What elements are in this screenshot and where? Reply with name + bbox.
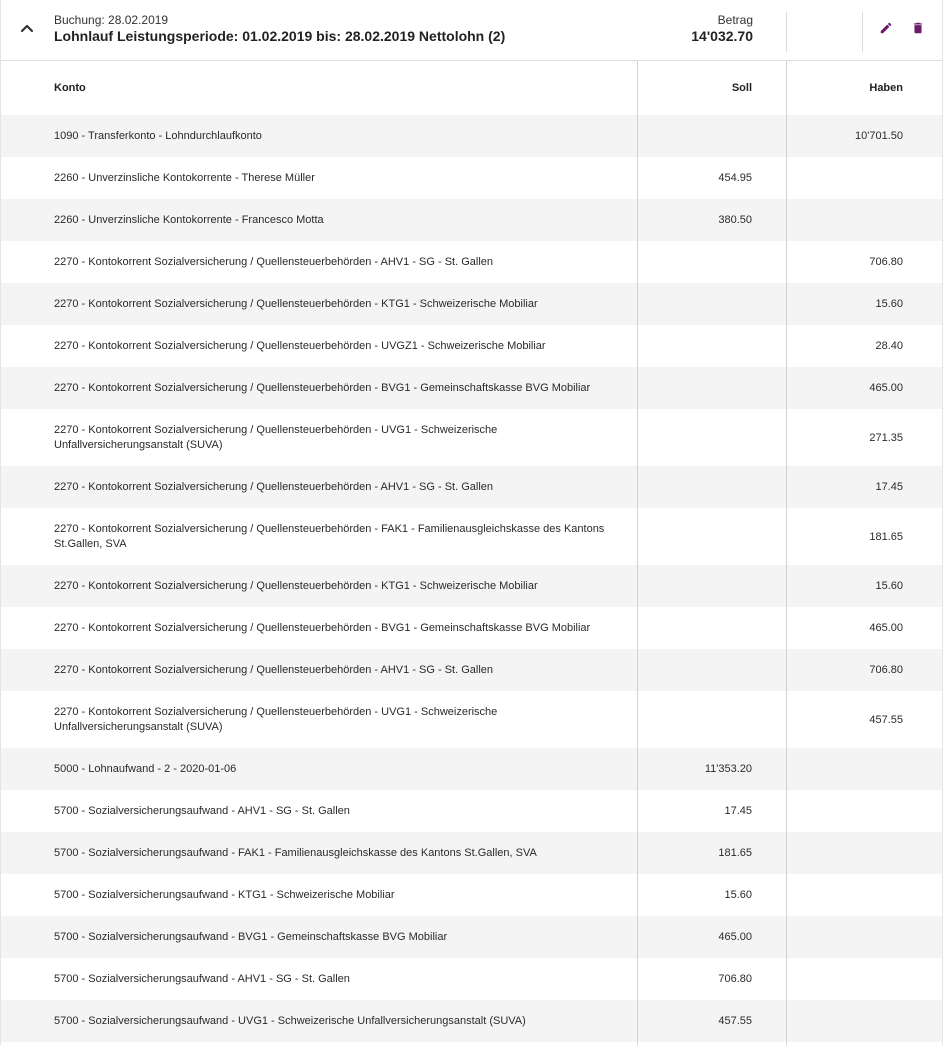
table-row	[1, 115, 943, 157]
chevron-up-icon	[20, 23, 34, 33]
cell-soll: 457.55	[718, 1015, 752, 1027]
cell-konto: 2270 - Kontokorrent Sozialversicherung / Quellensteuerbehörden - BVG1 - Gemeinschaftskasse BVG Mobiliar	[54, 621, 591, 634]
cell-haben: 271.35	[869, 431, 903, 444]
table-row	[1, 790, 943, 832]
cell-konto: 5700 - Sozialversicherungsaufwand - FAK1 - Familienausgleichskasse des Kantons St.Gallen, SVA	[54, 846, 537, 859]
entries-table	[1, 61, 943, 1042]
edit-button[interactable]	[876, 18, 896, 38]
cell-konto: 5700 - Sozialversicherungsaufwand - UVG1 - Schweizerische Unfallversicherungsanstalt (SUVA)	[54, 1014, 526, 1027]
cell-soll: 454.95	[718, 172, 752, 184]
cell-konto: 2270 - Kontokorrent Sozialversicherung / Quellensteuerbehörden - UVG1 - Schweizerische Unfallversicherungsanstalt (SUVA)	[54, 705, 498, 733]
table-row	[1, 649, 943, 691]
table-row	[1, 958, 943, 1000]
cell-soll: 706.80	[718, 973, 752, 985]
column-divider-haben	[786, 61, 787, 1045]
cell-haben: 15.60	[875, 298, 903, 310]
cell-haben: 706.80	[869, 256, 903, 268]
cell-konto: 5700 - Sozialversicherungsaufwand - KTG1 - Schweizerische Mobiliar	[54, 888, 395, 901]
table-row	[1, 748, 943, 790]
cell-soll: 15.60	[724, 889, 752, 901]
header-divider	[786, 12, 787, 52]
cell-konto: 5700 - Sozialversicherungsaufwand - AHV1 - SG - St. Gallen	[54, 804, 350, 817]
cell-konto: 2270 - Kontokorrent Sozialversicherung / Quellensteuerbehörden - UVG1 - Schweizerische Unfallversicherungsanstalt (SUVA)	[54, 423, 498, 451]
cell-soll: 17.45	[724, 805, 752, 817]
table-row	[1, 508, 943, 565]
cell-soll: 465.00	[718, 931, 752, 943]
cell-soll: 380.50	[718, 214, 752, 226]
cell-konto: 5700 - Sozialversicherungsaufwand - AHV1 - SG - St. Gallen	[54, 972, 350, 985]
booking-header	[1, 0, 943, 61]
table-row	[1, 283, 943, 325]
table-row	[1, 367, 943, 409]
table-row	[1, 466, 943, 508]
cell-konto: 2270 - Kontokorrent Sozialversicherung / Quellensteuerbehörden - KTG1 - Schweizerische Mobiliar	[54, 297, 538, 310]
delete-button[interactable]	[908, 18, 928, 38]
cell-konto: 2270 - Kontokorrent Sozialversicherung / Quellensteuerbehörden - AHV1 - SG - St. Gallen	[54, 255, 494, 268]
cell-haben: 465.00	[869, 622, 903, 634]
table-body	[1, 115, 943, 1042]
cell-soll: 181.65	[718, 847, 752, 859]
column-header-soll: Soll	[731, 82, 752, 94]
pencil-icon	[879, 21, 893, 35]
table-row	[1, 199, 943, 241]
cell-haben: 706.80	[869, 664, 903, 676]
header-divider	[862, 12, 863, 52]
table-row	[1, 916, 943, 958]
cell-haben: 181.65	[869, 530, 903, 543]
cell-konto: 5000 - Lohnaufwand - 2 - 2020-01-06	[54, 762, 237, 775]
table-row	[1, 691, 943, 748]
amount-value: 14'032.70	[691, 28, 753, 44]
cell-haben: 457.55	[869, 713, 903, 726]
cell-konto: 2270 - Kontokorrent Sozialversicherung / Quellensteuerbehörden - UVGZ1 - Schweizerische Mobiliar	[54, 339, 546, 352]
table-row	[1, 607, 943, 649]
collapse-button[interactable]	[15, 16, 39, 40]
table-row	[1, 565, 943, 607]
trash-icon	[911, 21, 925, 35]
table-row	[1, 157, 943, 199]
cell-konto: 2260 - Unverzinsliche Kontokorrente - Francesco Motta	[54, 213, 324, 226]
cell-konto: 5700 - Sozialversicherungsaufwand - BVG1 - Gemeinschaftskasse BVG Mobiliar	[54, 930, 448, 943]
table-row	[1, 874, 943, 916]
cell-haben: 465.00	[869, 382, 903, 394]
table-header	[1, 61, 943, 115]
cell-haben: 17.45	[875, 481, 903, 493]
cell-konto: 2260 - Unverzinsliche Kontokorrente - Therese Müller	[54, 171, 315, 184]
cell-konto: 2270 - Kontokorrent Sozialversicherung / Quellensteuerbehörden - AHV1 - SG - St. Gallen	[54, 480, 494, 493]
cell-konto: 2270 - Kontokorrent Sozialversicherung / Quellensteuerbehörden - FAK1 - Familienausgleichskasse des Kantons St.Gallen, SVA	[54, 522, 605, 550]
cell-haben: 10'701.50	[855, 130, 903, 142]
column-header-haben: Haben	[869, 82, 903, 94]
column-header-konto: Konto	[54, 81, 86, 94]
cell-konto: 2270 - Kontokorrent Sozialversicherung / Quellensteuerbehörden - AHV1 - SG - St. Gallen	[54, 663, 494, 676]
cell-konto: 2270 - Kontokorrent Sozialversicherung / Quellensteuerbehörden - BVG1 - Gemeinschaftskasse BVG Mobiliar	[54, 381, 591, 394]
booking-date: Buchung: 28.02.2019	[54, 13, 169, 27]
table-row	[1, 325, 943, 367]
cell-konto: 2270 - Kontokorrent Sozialversicherung / Quellensteuerbehörden - KTG1 - Schweizerische Mobiliar	[54, 579, 538, 592]
cell-soll: 11'353.20	[704, 763, 752, 775]
booking-title: Lohnlauf Leistungsperiode: 01.02.2019 bis: 28.02.2019 Nettolohn (2)	[54, 28, 506, 44]
table-row	[1, 832, 943, 874]
amount-label: Betrag	[717, 13, 753, 27]
cell-haben: 28.40	[875, 340, 903, 352]
table-row	[1, 409, 943, 466]
table-row	[1, 241, 943, 283]
table-row	[1, 1000, 943, 1042]
column-divider-soll	[637, 61, 638, 1045]
cell-haben: 15.60	[875, 580, 903, 592]
cell-konto: 1090 - Transferkonto - Lohndurchlaufkonto	[54, 129, 262, 142]
